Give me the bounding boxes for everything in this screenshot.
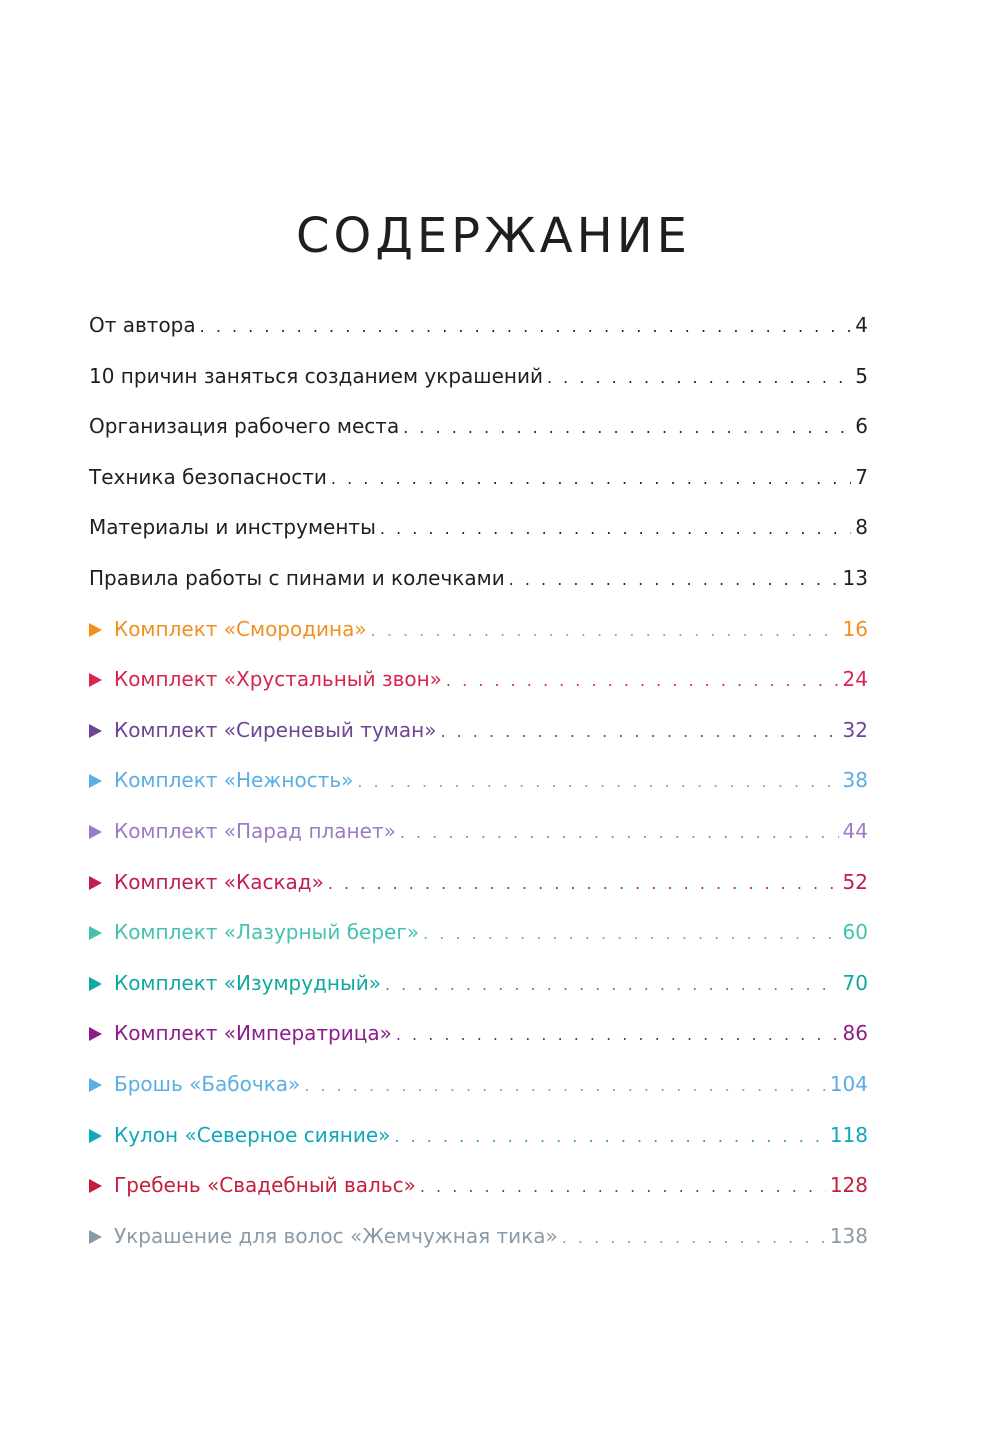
table-of-contents <box>89 306 868 1267</box>
toc-entry-label: Кулон «Северное сияние» <box>114 1122 391 1147</box>
toc-entry-page: 38 <box>842 768 868 793</box>
toc-entry[interactable] <box>89 458 868 509</box>
dot-leader <box>403 409 851 447</box>
toc-entry-page: 16 <box>842 616 868 641</box>
toc-entry[interactable] <box>89 1116 868 1167</box>
toc-entry-page: 8 <box>855 515 868 540</box>
toc-entry-label: Комплект «Императрица» <box>114 1021 392 1046</box>
triangle-marker-icon <box>89 1129 102 1143</box>
toc-entry-page: 128 <box>829 1173 868 1198</box>
dot-leader <box>385 966 839 1004</box>
toc-entry-label: Техника безопасности <box>89 464 327 489</box>
toc-entry-label: Комплект «Каскад» <box>114 869 324 894</box>
dot-leader <box>394 1118 825 1156</box>
triangle-marker-icon <box>89 926 102 940</box>
toc-entry[interactable] <box>89 610 868 661</box>
toc-entry[interactable] <box>89 357 868 408</box>
page-title: СОДЕРЖАНИЕ <box>296 208 691 264</box>
triangle-marker-icon <box>89 876 102 890</box>
dot-leader <box>420 1168 826 1206</box>
dot-leader <box>400 814 839 852</box>
toc-entry-page: 44 <box>842 818 868 843</box>
toc-entry[interactable] <box>89 1166 868 1217</box>
triangle-marker-icon <box>89 673 102 687</box>
toc-entry-label: Украшение для волос «Жемчужная тика» <box>114 1223 558 1248</box>
toc-entry-label: Гребень «Свадебный вальс» <box>114 1173 416 1198</box>
toc-entry[interactable] <box>89 407 868 458</box>
dot-leader <box>200 308 852 346</box>
toc-entry-label: Комплект «Хрустальный звон» <box>114 667 442 692</box>
dot-leader <box>331 460 851 498</box>
triangle-marker-icon <box>89 1179 102 1193</box>
toc-entry-label: Комплект «Нежность» <box>114 768 354 793</box>
toc-entry-page: 4 <box>855 313 868 337</box>
toc-entry-label: Комплект «Смородина» <box>114 616 367 641</box>
toc-entry[interactable] <box>89 508 868 559</box>
toc-entry-page: 104 <box>829 1071 868 1096</box>
toc-entry-page: 6 <box>855 414 868 439</box>
toc-entry[interactable] <box>89 913 868 964</box>
toc-entry-label: Комплект «Парад планет» <box>114 818 396 843</box>
dot-leader <box>304 1067 826 1105</box>
toc-entry-page: 5 <box>855 363 868 388</box>
toc-entry-page: 32 <box>842 717 868 742</box>
toc-entry-label: Комплект «Изумрудный» <box>114 970 381 995</box>
toc-entry-page: 60 <box>842 920 868 945</box>
toc-entry[interactable] <box>89 306 868 357</box>
toc-entry[interactable] <box>89 964 868 1015</box>
toc-entry-label: От автора <box>89 313 196 337</box>
toc-entry[interactable] <box>89 660 868 711</box>
triangle-marker-icon <box>89 724 102 738</box>
triangle-marker-icon <box>89 1230 102 1244</box>
dot-leader <box>562 1219 826 1257</box>
toc-entry-label: Организация рабочего места <box>89 414 400 439</box>
toc-entry-page: 24 <box>842 667 868 692</box>
triangle-marker-icon <box>89 825 102 839</box>
toc-entry-label: Брошь «Бабочка» <box>114 1071 301 1096</box>
toc-entry[interactable] <box>89 812 868 863</box>
triangle-marker-icon <box>89 1078 102 1092</box>
dot-leader <box>357 763 838 801</box>
dot-leader <box>547 359 851 397</box>
toc-entry[interactable] <box>89 761 868 812</box>
toc-entry-label: Комплект «Лазурный берег» <box>114 920 420 945</box>
dot-leader <box>396 1016 839 1054</box>
toc-entry-page: 70 <box>842 970 868 995</box>
triangle-marker-icon <box>89 774 102 788</box>
toc-entry[interactable] <box>89 863 868 914</box>
dot-leader <box>440 713 838 751</box>
toc-entry[interactable] <box>89 559 868 610</box>
dot-leader <box>380 510 851 548</box>
toc-entry-page: 13 <box>842 565 868 590</box>
toc-entry-page: 52 <box>842 869 868 894</box>
toc-entry-label: 10 причин заняться созданием украшений <box>89 363 543 388</box>
toc-entry-page: 7 <box>855 464 868 489</box>
dot-leader <box>371 612 839 650</box>
toc-entry-label: Правила работы с пинами и колечками <box>89 565 505 590</box>
toc-entry[interactable] <box>89 711 868 762</box>
dot-leader <box>328 865 839 903</box>
triangle-marker-icon <box>89 977 102 991</box>
triangle-marker-icon <box>89 1027 102 1041</box>
dot-leader <box>446 662 839 700</box>
triangle-marker-icon <box>89 623 102 637</box>
toc-entry-page: 118 <box>829 1122 868 1147</box>
toc-entry-label: Комплект «Сиреневый туман» <box>114 717 437 742</box>
toc-entry[interactable] <box>89 1014 868 1065</box>
dot-leader <box>509 561 839 599</box>
dot-leader <box>423 915 838 953</box>
toc-entry-page: 86 <box>842 1021 868 1046</box>
toc-entry-page: 138 <box>829 1223 868 1248</box>
toc-entry-label: Материалы и инструменты <box>89 515 376 540</box>
toc-entry[interactable] <box>89 1065 868 1116</box>
toc-entry[interactable] <box>89 1217 868 1268</box>
